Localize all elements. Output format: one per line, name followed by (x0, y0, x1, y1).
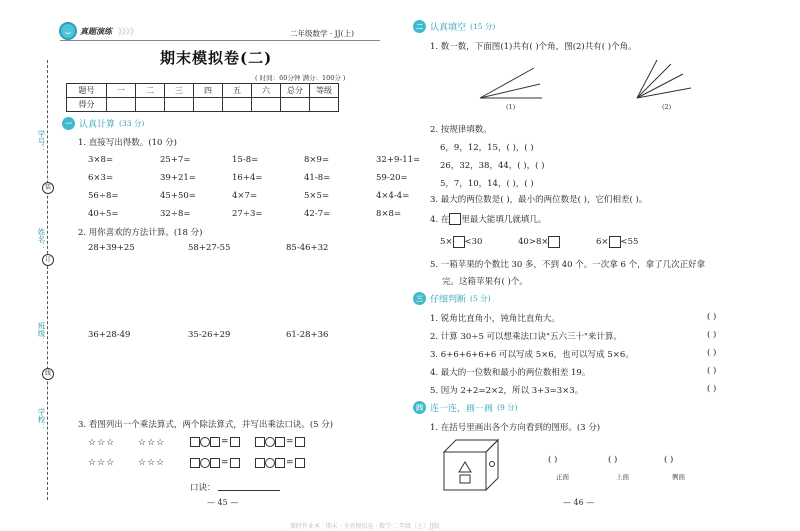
calc-item: 16+4= (232, 173, 263, 183)
footer-text: 课时作业本 · 期末 · 全真模拟卷 · 数学·二年级（上）JJ版 (290, 523, 440, 530)
calc-item: 27÷3= (232, 209, 263, 219)
score-cell: 五 (223, 84, 252, 98)
view-label-front: 正面 (556, 473, 569, 481)
answer-box[interactable] (230, 458, 240, 468)
calc-item: 45+50= (160, 191, 196, 201)
calc-item: 32+9-11= (376, 155, 421, 165)
name-label: 姓名： (37, 228, 46, 251)
binding-line (47, 60, 48, 500)
calc-row (88, 173, 448, 183)
section-title: 仔细判断 (430, 295, 467, 305)
star-group: ☆☆☆ (88, 438, 116, 448)
answer-box[interactable] (230, 437, 240, 447)
star-group: ☆☆☆ (88, 458, 116, 468)
section-score: (5 分) (470, 294, 491, 303)
judge-item: 3. 6+6+6+6+6 可以写成 5×6，也可以写成 5×6。 (430, 350, 634, 360)
star-group: ☆☆☆ (138, 458, 166, 468)
answer-box[interactable] (190, 458, 200, 468)
calc-expression: 61-28+36 (286, 330, 329, 340)
judge-item: 2. 计算 30÷5 可以想乘法口诀"五六三十"来计算。 (430, 332, 622, 342)
judge-answer[interactable]: ( ) (707, 312, 717, 322)
calc-item: 4×4-4= (376, 191, 410, 201)
calc-item: 25+7= (160, 155, 191, 165)
fill-question-5-cont: 完。这箱苹果有( )个。 (442, 277, 528, 287)
calc-expression: 28+39+25 (88, 243, 135, 253)
kouju-answer-line[interactable] (218, 490, 280, 491)
score-input-cell[interactable] (107, 98, 136, 112)
judge-item: 1. 锐角比直角小，钝角比直角大。 (430, 314, 560, 324)
answer-box[interactable] (255, 437, 265, 447)
smile-logo-icon (59, 22, 77, 40)
binding-circle: 订 (42, 254, 54, 266)
calc-expression: 85-46+32 (286, 243, 329, 253)
angle-figure-2 (633, 58, 693, 102)
calc-item: 42-7= (304, 209, 331, 219)
operator-circle[interactable] (265, 437, 275, 447)
score-cell: 三 (165, 84, 194, 98)
score-input-cell[interactable] (165, 98, 194, 112)
answer-box[interactable] (210, 458, 220, 468)
section-header-fill (413, 20, 495, 33)
calc-item: 59-20= (376, 173, 408, 183)
answer-box[interactable] (190, 437, 200, 447)
calc-item: 39+21= (160, 173, 196, 183)
inequality-suffix: <55 (620, 237, 639, 247)
section-score: (33 分) (119, 119, 145, 128)
question-2: 2. 用你喜欢的方法计算。(18 分) (78, 228, 203, 238)
score-input-cell[interactable] (310, 98, 339, 112)
fill-question-2: 2. 按规律填数。 (430, 125, 492, 135)
inequality-suffix: <30 (464, 237, 483, 247)
header-rule (60, 40, 380, 41)
calc-expression: 36+28-49 (88, 330, 131, 340)
sequence-row: 26，32，38，44，( )，( ) (440, 161, 545, 171)
answer-box[interactable] (295, 437, 305, 447)
equation-template: = (255, 437, 305, 447)
calc-item: 40÷5= (88, 209, 119, 219)
section-header-judge (413, 292, 491, 305)
score-cell: 总分 (281, 84, 310, 98)
equation-template: = (190, 437, 240, 447)
section-score: (9 分) (497, 403, 518, 412)
header-subtitle: 二年级数学 · JJ(上) (290, 29, 355, 38)
calc-item: 41-8= (304, 173, 331, 183)
box-symbol (449, 213, 461, 225)
score-cell: 题号 (67, 84, 107, 98)
score-cell: 一 (107, 84, 136, 98)
star-group: ☆☆☆ (138, 438, 166, 448)
score-input-cell[interactable] (252, 98, 281, 112)
view-answer-paren[interactable]: ( ) (548, 455, 558, 465)
calc-item: 8×8= (376, 209, 402, 219)
fill-question-1: 1. 数一数，下面图(1)共有( )个角，图(2)共有( )个角。 (430, 42, 637, 52)
operator-circle[interactable] (265, 458, 275, 468)
sequence-row: 6，9，12，15，( )，( ) (440, 143, 534, 153)
calc-item: 15-8= (232, 155, 259, 165)
score-cell: 四 (194, 84, 223, 98)
figure-label: (1) (506, 103, 516, 111)
angle-figure-1 (478, 62, 544, 102)
view-answer-paren[interactable]: ( ) (664, 455, 674, 465)
question-3: 3. 看图列出一个乘法算式，两个除法算式，并写出乘法口诀。(5 分) (78, 420, 334, 430)
equation-template: = (190, 458, 240, 468)
figure-label: (2) (662, 103, 672, 111)
inequality-item (518, 236, 560, 248)
section-header-calc (62, 117, 144, 130)
judge-answer[interactable]: ( ) (707, 330, 717, 340)
judge-item: 5. 因为 2+2=2×2，所以 3+3=3×3。 (430, 386, 584, 396)
page-title: 期末模拟卷(二) (160, 49, 273, 67)
question-1: 1. 直接写出得数。(10 分) (78, 138, 177, 148)
view-label-top: 上面 (616, 473, 629, 481)
answer-box[interactable] (210, 437, 220, 447)
calc-expression: 35-26+29 (188, 330, 231, 340)
calc-item: 4×7= (232, 191, 258, 201)
judge-answer[interactable]: ( ) (707, 384, 717, 394)
student-id-label: 学号： (37, 130, 46, 153)
score-table-header-row (67, 84, 339, 98)
section-title: 连一连，画一画 (430, 404, 494, 414)
score-input-cell[interactable] (136, 98, 165, 112)
sequence-row: 5，7，10，14，( )，( ) (440, 179, 534, 189)
score-cell: 二 (136, 84, 165, 98)
score-cell: 六 (252, 84, 281, 98)
view-answer-paren[interactable]: ( ) (608, 455, 618, 465)
question-4-prefix: 4. 在 (430, 215, 450, 225)
operator-circle[interactable] (200, 458, 210, 468)
view-label-side: 侧面 (672, 473, 685, 481)
fill-question-3: 3. 最大的两位数是( )，最小的两位数是( )，它们相差( )。 (430, 195, 648, 205)
binding-circle: 装 (42, 182, 54, 194)
school-label: 学校： (37, 408, 46, 431)
inequality-prefix: 5× (440, 237, 453, 247)
section-number: 三 (413, 292, 426, 305)
calc-row (88, 209, 448, 219)
kouju-label: 口诀： (190, 483, 216, 493)
calc-expression: 58+27-55 (188, 243, 231, 253)
answer-box[interactable] (275, 458, 285, 468)
equation-template: = (255, 458, 305, 468)
score-input-cell[interactable] (194, 98, 223, 112)
score-input-cell[interactable] (223, 98, 252, 112)
header-arrows: 》》》》 (118, 27, 138, 36)
judge-item: 4. 最大的一位数和最小的两位数相差 19。 (430, 368, 591, 378)
score-cell: 等级 (310, 84, 339, 98)
section-number: 二 (413, 20, 426, 33)
header-tag: 真题演练 (80, 26, 112, 36)
score-table (66, 83, 339, 112)
operator-circle[interactable] (200, 437, 210, 447)
answer-box[interactable] (548, 236, 560, 248)
answer-box[interactable] (609, 236, 621, 248)
calc-row (88, 155, 448, 165)
calc-item: 8×9= (304, 155, 330, 165)
section-title: 认真填空 (430, 23, 467, 33)
class-label: 班级： (37, 322, 46, 345)
binding-circle: 线 (42, 368, 54, 380)
calc-item: 3×8= (88, 155, 114, 165)
inequality-prefix: 6× (596, 237, 609, 247)
answer-box[interactable] (275, 437, 285, 447)
answer-box[interactable] (453, 236, 465, 248)
inequality-item (596, 236, 638, 248)
section-score: (15 分) (470, 22, 496, 31)
cube-figure (440, 436, 502, 492)
calc-item: 56÷8= (88, 191, 119, 201)
calc-item: 32÷8= (160, 209, 191, 219)
section-number: 四 (413, 401, 426, 414)
inequality-item (440, 236, 482, 248)
draw-question-1: 1. 在括号里画出各个方向看到的图形。(3 分) (430, 423, 601, 433)
section-header-draw (413, 401, 518, 414)
calc-item: 6×3= (88, 173, 114, 183)
exam-info: ( 时间：60分钟 满分：100分 ) (255, 74, 346, 82)
answer-box[interactable] (295, 458, 305, 468)
page-number-left: — 45 — (207, 498, 239, 507)
section-title: 认真计算 (79, 120, 116, 130)
calc-row (88, 191, 448, 201)
page-number-right: — 46 — (563, 498, 595, 507)
score-input-cell[interactable] (281, 98, 310, 112)
score-cell: 得分 (67, 98, 107, 112)
calc-item: 5×5= (304, 191, 330, 201)
judge-answer[interactable]: ( ) (707, 366, 717, 376)
judge-answer[interactable]: ( ) (707, 348, 717, 358)
section-number: 一 (62, 117, 75, 130)
fill-question-5: 5. 一箱苹果的个数比 30 多，不到 40 个。一次拿 6 个，拿了几次正好拿 (430, 260, 706, 270)
question-4-suffix: 里最大能填几就填几。 (461, 215, 547, 225)
score-table-score-row (67, 98, 339, 112)
fill-question-4 (430, 213, 546, 225)
inequality-prefix: 40>8× (518, 237, 549, 247)
answer-box[interactable] (255, 458, 265, 468)
